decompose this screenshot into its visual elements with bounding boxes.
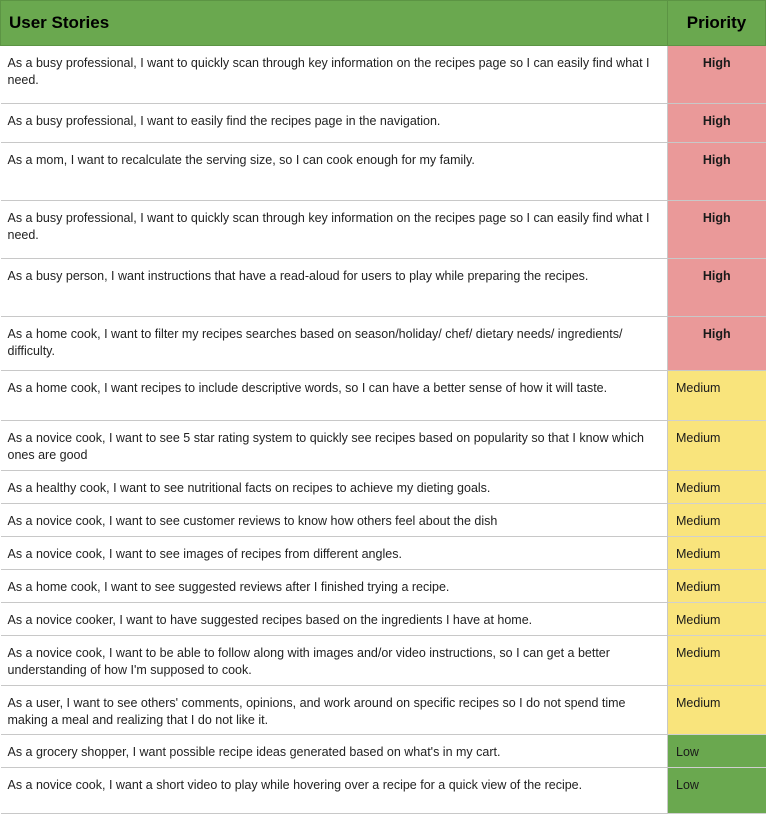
story-cell[interactable]: As a novice cook, I want to see customer reviews to know how others feel about the dish bbox=[1, 504, 668, 537]
table-row bbox=[1, 371, 766, 421]
priority-cell[interactable]: Low bbox=[668, 768, 766, 814]
table-row bbox=[1, 421, 766, 471]
priority-cell[interactable]: Medium bbox=[668, 603, 766, 636]
table-row bbox=[1, 471, 766, 504]
priority-cell[interactable]: High bbox=[668, 259, 766, 317]
story-cell[interactable]: As a busy professional, I want to easily find the recipes page in the navigation. bbox=[1, 104, 668, 143]
table-row bbox=[1, 603, 766, 636]
priority-cell[interactable]: Medium bbox=[668, 537, 766, 570]
story-cell[interactable]: As a novice cooker, I want to have suggested recipes based on the ingredients I have at home. bbox=[1, 603, 668, 636]
priority-cell[interactable]: High bbox=[668, 201, 766, 259]
story-cell[interactable]: As a novice cook, I want to be able to follow along with images and/or video instructions, so I can get a better understanding of how I'm supposed to cook. bbox=[1, 636, 668, 686]
priority-cell[interactable]: High bbox=[668, 46, 766, 104]
story-cell[interactable]: As a healthy cook, I want to see nutritional facts on recipes to achieve my dieting goals. bbox=[1, 471, 668, 504]
priority-cell[interactable]: Medium bbox=[668, 371, 766, 421]
story-cell[interactable]: As a busy professional, I want to quickly scan through key information on the recipes page so I can easily find what I need. bbox=[1, 46, 668, 104]
story-cell[interactable]: As a novice cook, I want to see images of recipes from different angles. bbox=[1, 537, 668, 570]
table-row bbox=[1, 537, 766, 570]
table-row bbox=[1, 317, 766, 371]
table-row bbox=[1, 143, 766, 201]
table-row bbox=[1, 201, 766, 259]
story-cell[interactable]: As a home cook, I want to see suggested reviews after I finished trying a recipe. bbox=[1, 570, 668, 603]
table-row bbox=[1, 636, 766, 686]
header-row bbox=[1, 1, 766, 46]
priority-cell[interactable]: Medium bbox=[668, 686, 766, 735]
header-priority[interactable]: Priority bbox=[668, 1, 766, 46]
story-cell[interactable]: As a grocery shopper, I want possible recipe ideas generated based on what's in my cart. bbox=[1, 735, 668, 768]
story-cell[interactable]: As a novice cook, I want to see 5 star rating system to quickly see recipes based on popularity so that I know which ones are good bbox=[1, 421, 668, 471]
story-cell[interactable]: As a user, I want to see others' comments, opinions, and work around on specific recipes so I do not spend time making a meal and realizing that I do not like it. bbox=[1, 686, 668, 735]
priority-cell[interactable]: Medium bbox=[668, 471, 766, 504]
story-cell[interactable]: As a busy person, I want instructions that have a read-aloud for users to play while preparing the recipes. bbox=[1, 259, 668, 317]
story-cell[interactable]: As a home cook, I want recipes to include descriptive words, so I can have a better sense of how it will taste. bbox=[1, 371, 668, 421]
header-user-stories[interactable]: User Stories bbox=[1, 1, 668, 46]
table-row bbox=[1, 570, 766, 603]
priority-cell[interactable]: Medium bbox=[668, 504, 766, 537]
table-row bbox=[1, 259, 766, 317]
priority-cell[interactable]: Medium bbox=[668, 636, 766, 686]
priority-cell[interactable]: Medium bbox=[668, 421, 766, 471]
story-cell[interactable]: As a busy professional, I want to quickly scan through key information on the recipes page so I can easily find what I need. bbox=[1, 201, 668, 259]
priority-cell[interactable]: High bbox=[668, 104, 766, 143]
story-cell[interactable]: As a home cook, I want to filter my recipes searches based on season/holiday/ chef/ dietary needs/ ingredients/ difficulty. bbox=[1, 317, 668, 371]
table-row bbox=[1, 46, 766, 104]
story-cell[interactable]: As a mom, I want to recalculate the serving size, so I can cook enough for my family. bbox=[1, 143, 668, 201]
table-row bbox=[1, 768, 766, 814]
table-body bbox=[1, 46, 766, 814]
priority-cell[interactable]: Low bbox=[668, 735, 766, 768]
priority-cell[interactable]: High bbox=[668, 317, 766, 371]
table-row bbox=[1, 104, 766, 143]
priority-cell[interactable]: Medium bbox=[668, 570, 766, 603]
table-row bbox=[1, 504, 766, 537]
table-row bbox=[1, 686, 766, 735]
priority-cell[interactable]: High bbox=[668, 143, 766, 201]
table-header bbox=[1, 1, 766, 46]
table-row bbox=[1, 735, 766, 768]
story-cell[interactable]: As a novice cook, I want a short video to play while hovering over a recipe for a quick view of the recipe. bbox=[1, 768, 668, 814]
